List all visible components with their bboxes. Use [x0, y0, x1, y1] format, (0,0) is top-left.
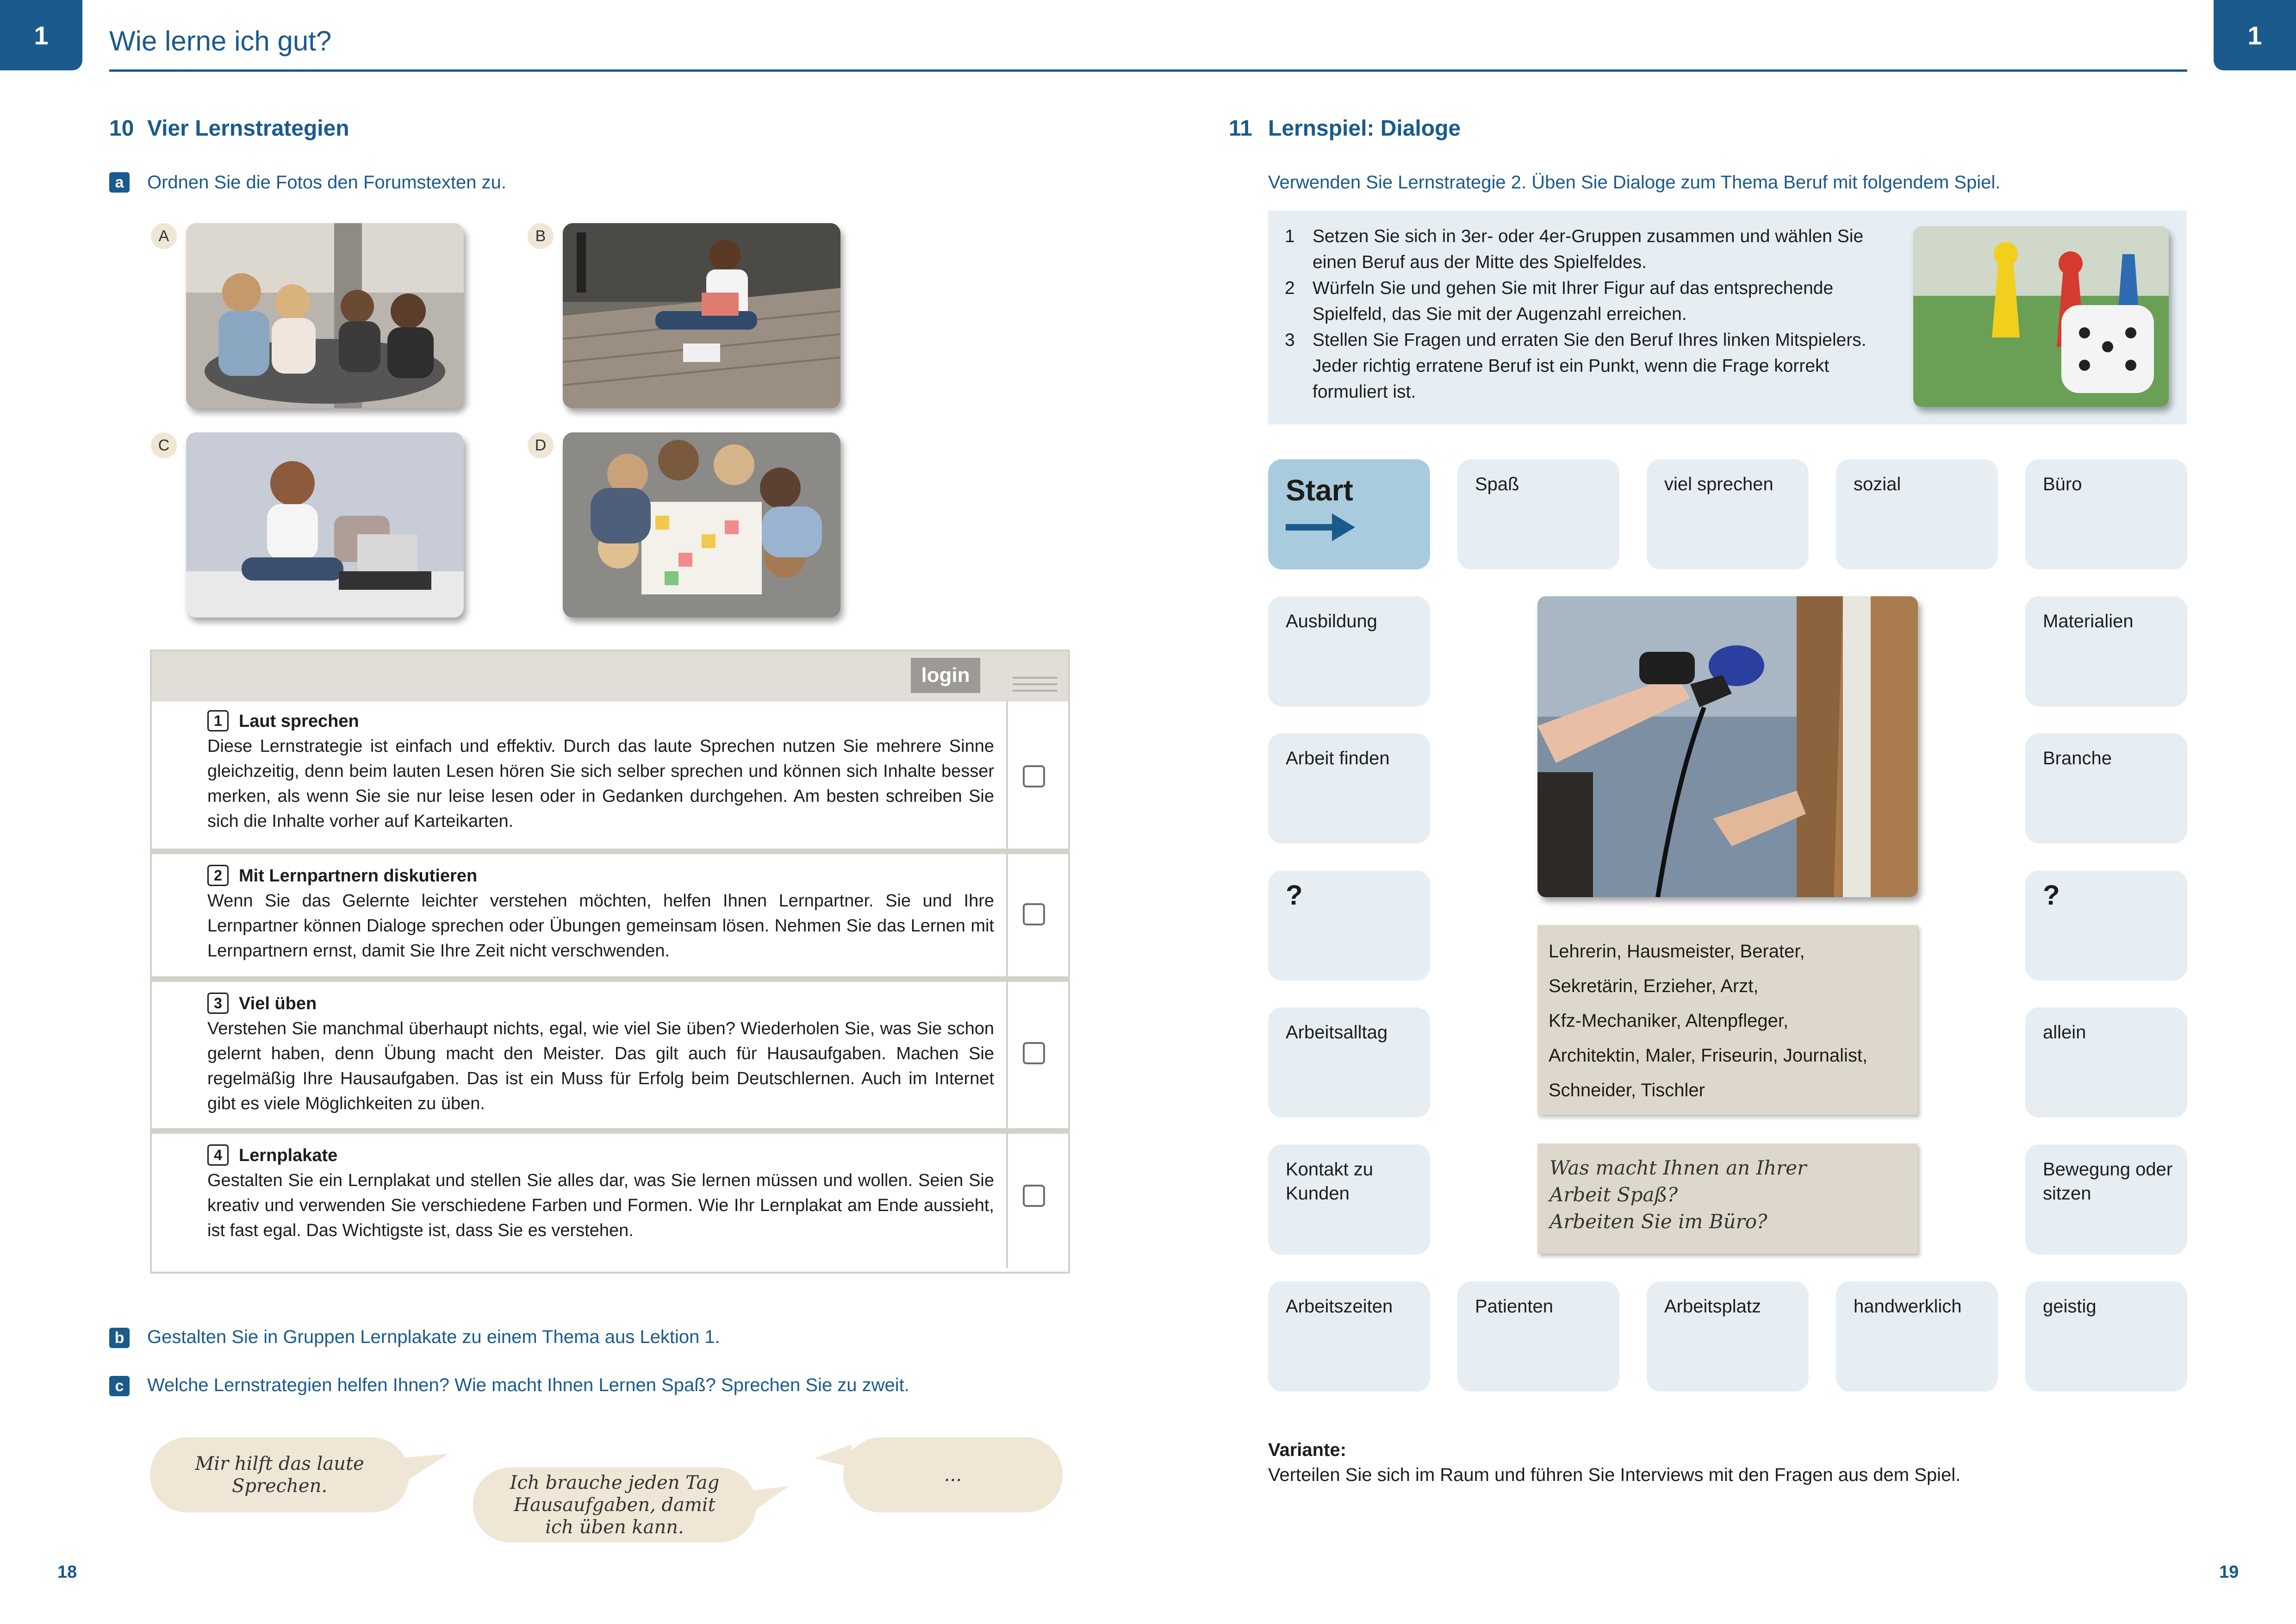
board-field-right-4[interactable]: allein: [2025, 1007, 2187, 1118]
photo-d-label: D: [528, 432, 554, 458]
board-field-bottom-2[interactable]: Patienten: [1457, 1281, 1619, 1392]
header-rule: [109, 69, 2187, 72]
post-body: Diese Lernstrategie ist einfach und effektiv. Durch das laute Sprechen nutzen Sie mehrere Sinne gleichzeitig, denn beim lauten Lesen hören Sie sich selber sprechen und können sich Inhalte besser merken, als wenn Sie sie nur leise lesen oder in Gedanken durchgehen. Am besten schreiben Sie sich die Inhalte vorher auf Karteikarten.: [207, 737, 994, 831]
game-rules-box: [1268, 211, 2187, 425]
post-divider: [1006, 854, 1008, 982]
forum-post-4: [152, 1128, 1068, 1268]
exercise-11-number: 11: [1229, 116, 1252, 141]
post-1-checkbox[interactable]: [1023, 765, 1045, 787]
board-field-bottom-3[interactable]: Arbeitsplatz: [1647, 1281, 1809, 1392]
example-question-line: Arbeit Spaß?: [1549, 1183, 1678, 1206]
exercise-11-instruction: Verwenden Sie Lernstrategie 2. Üben Sie Dialoge zum Thema Beruf mit folgendem Spiel.: [1268, 172, 2001, 193]
board-field-left-4[interactable]: Arbeitsalltag: [1268, 1007, 1430, 1118]
board-field-left-3[interactable]: ?: [1268, 870, 1430, 981]
board-field-bottom-5[interactable]: geistig: [2025, 1281, 2187, 1392]
group-poster-photo: [563, 432, 840, 618]
task-b-badge: b: [109, 1328, 130, 1348]
post-number-badge: 4: [207, 1144, 229, 1166]
board-field-left-2[interactable]: Arbeit finden: [1268, 733, 1430, 843]
board-field-left-1[interactable]: Ausbildung: [1268, 596, 1430, 706]
exercise-10-title: Vier Lernstrategien: [147, 116, 349, 141]
post-2-checkbox[interactable]: [1023, 903, 1045, 925]
task-a-badge: a: [109, 172, 130, 193]
chapter-tab-right: 1: [2214, 0, 2296, 70]
dice-game-photo: [1913, 226, 2169, 407]
arrow-right-icon: [1286, 511, 1355, 543]
example-question-line: Arbeiten Sie im Büro?: [1549, 1210, 1767, 1233]
post-number-badge: 1: [207, 710, 229, 731]
board-field-top-3[interactable]: sozial: [1836, 459, 1998, 569]
jobs-note-line: Sekretärin, Erzieher, Arzt,: [1549, 976, 1759, 996]
forum-post-text: [207, 709, 994, 834]
post-title: Viel üben: [239, 994, 317, 1013]
post-divider: [1006, 700, 1008, 849]
board-field-top-2[interactable]: viel sprechen: [1647, 459, 1809, 569]
post-title: Lernplakate: [239, 1146, 338, 1165]
variant-text: Verteilen Sie sich im Raum und führen Sie Interviews mit den Fragen aus dem Spiel.: [1268, 1465, 1961, 1485]
post-body: Gestalten Sie ein Lernplakat und stellen Sie alles dar, was Sie lernen müssen und wollen. Seien Sie kreativ und verwenden Sie verschiedene Farben und Formen. Wie Ihr Lernplakat am Ende aussieht, ist fast egal. Das Wichtigste ist, dass Sie es verstehen.: [207, 1171, 994, 1240]
post-body: Verstehen Sie manchmal überhaupt nichts, egal, wie viel Sie üben? Wiederholen Sie, was Sie schon gelernt haben, denn Übung macht den Meister. Das gilt auch für Hausaufgaben. Machen Sie regelmäßig Ihre Hausaufgaben. Das ist ein Muss für Erfolg beim Deutschlernen. Auch im Internet gibt es viele Möglichkeiten zu üben.: [207, 1019, 994, 1113]
board-field-right-3[interactable]: ?: [2025, 870, 2187, 981]
photo-b-label: B: [528, 223, 554, 249]
interview-photo: [1537, 596, 1918, 897]
forum-post-text: [207, 991, 994, 1116]
speech-bubble-1: Mir hilft das laute Sprechen.: [150, 1437, 409, 1512]
photo-c-label: C: [151, 432, 177, 458]
speech-bubble-2: Ich brauche jeden Tag Hausaufgaben, damit ich üben kann.: [473, 1468, 756, 1543]
jobs-note-line: Lehrerin, Hausmeister, Berater,: [1549, 941, 1805, 962]
post-4-checkbox[interactable]: [1023, 1185, 1045, 1207]
game-rules-list: [1285, 224, 1896, 405]
rule-item: 3 Stellen Sie Fragen und erraten Sie den Beruf Ihres linken Mitspielers. Jeder richtig erratene Beruf ist ein Punkt, wenn die Frage korrekt formuliert ist.: [1285, 330, 1867, 402]
task-b-instruction: Gestalten Sie in Gruppen Lernplakate zu einem Thema aus Lektion 1.: [147, 1327, 720, 1347]
forum-post-1: [152, 700, 1068, 849]
rule-item: 1 Setzen Sie sich in 3er- oder 4er-Gruppen zusammen und wählen Sie einen Beruf aus der Mitte des Spielfeldes.: [1285, 226, 1864, 272]
board-field-top-1[interactable]: Spaß: [1457, 459, 1619, 569]
man-reading-photo: [563, 223, 840, 408]
post-number-badge: 3: [207, 993, 229, 1014]
page-title: Wie lerne ich gut?: [109, 25, 332, 56]
forum-post-3: [152, 976, 1068, 1134]
board-field-right-2[interactable]: Branche: [2025, 733, 2187, 843]
example-question-line: Was macht Ihnen an Ihrer: [1549, 1156, 1807, 1179]
task-c-instruction: Welche Lernstrategien helfen Ihnen? Wie macht Ihnen Lernen Spaß? Sprechen Sie zu zweit.: [147, 1375, 909, 1395]
post-3-checkbox[interactable]: [1023, 1042, 1045, 1064]
post-title: Laut sprechen: [239, 712, 359, 731]
board-field-right-1[interactable]: Materialien: [2025, 596, 2187, 706]
task-a-instruction: Ordnen Sie die Fotos den Forumstexten zu.: [147, 172, 506, 193]
chapter-tab-left: 1: [0, 0, 82, 70]
post-divider: [1006, 982, 1008, 1134]
login-button[interactable]: login: [911, 658, 980, 693]
post-divider: [1006, 1134, 1008, 1268]
board-field-top-4[interactable]: Büro: [2025, 459, 2187, 569]
photo-a-label: A: [151, 223, 177, 249]
jobs-note-line: Schneider, Tischler: [1549, 1080, 1705, 1100]
exercise-11-title: Lernspiel: Dialoge: [1268, 116, 1461, 141]
forum-post-text: [207, 1143, 994, 1243]
page-number-left: 18: [57, 1562, 77, 1582]
post-title: Mit Lernpartnern diskutieren: [239, 866, 478, 886]
board-field-start[interactable]: Start: [1268, 459, 1430, 569]
jobs-note-line: Architektin, Maler, Friseurin, Journalist,: [1549, 1045, 1868, 1066]
page-number-right: 19: [2219, 1562, 2239, 1582]
board-field-right-5[interactable]: Bewegung oder sitzen: [2025, 1144, 2187, 1255]
rule-item: 2 Würfeln Sie und gehen Sie mit Ihrer Figur auf das entsprechende Spielfeld, das Sie mit der Augenzahl erreichen.: [1285, 278, 1834, 324]
board-field-bottom-1[interactable]: Arbeitszeiten: [1268, 1281, 1430, 1392]
jobs-note: [1537, 925, 1918, 1115]
forum-post-text: [207, 863, 994, 963]
exercise-10-number: 10: [109, 116, 134, 141]
board-field-bottom-4[interactable]: handwerklich: [1836, 1281, 1998, 1392]
task-c-badge: c: [109, 1376, 130, 1396]
example-questions-note: [1537, 1143, 1918, 1254]
boy-laptop-photo: [186, 432, 464, 618]
group-studying-photo: [186, 223, 464, 408]
forum-header: [152, 651, 1068, 701]
post-body: Wenn Sie das Gelernte leichter verstehen möchten, helfen Ihnen Lernpartner. Sie und Ihre Lernpartner können Dialoge sprechen oder Übungen gemeinsam lösen. Nehmen Sie das Lernen mit Lernpartnern ernst, damit Sie Ihre Zeit nicht verschwenden.: [207, 891, 994, 961]
post-number-badge: 2: [207, 865, 229, 886]
forum-panel: [150, 650, 1070, 1274]
jobs-note-line: Kfz-Mechaniker, Altenpfleger,: [1549, 1011, 1789, 1031]
forum-post-2: [152, 849, 1068, 982]
speech-bubble-3: ...: [843, 1437, 1063, 1512]
menu-icon[interactable]: [1013, 677, 1057, 696]
board-field-left-5[interactable]: Kontakt zu Kunden: [1268, 1144, 1430, 1255]
variant-label: Variante:: [1268, 1440, 1346, 1460]
